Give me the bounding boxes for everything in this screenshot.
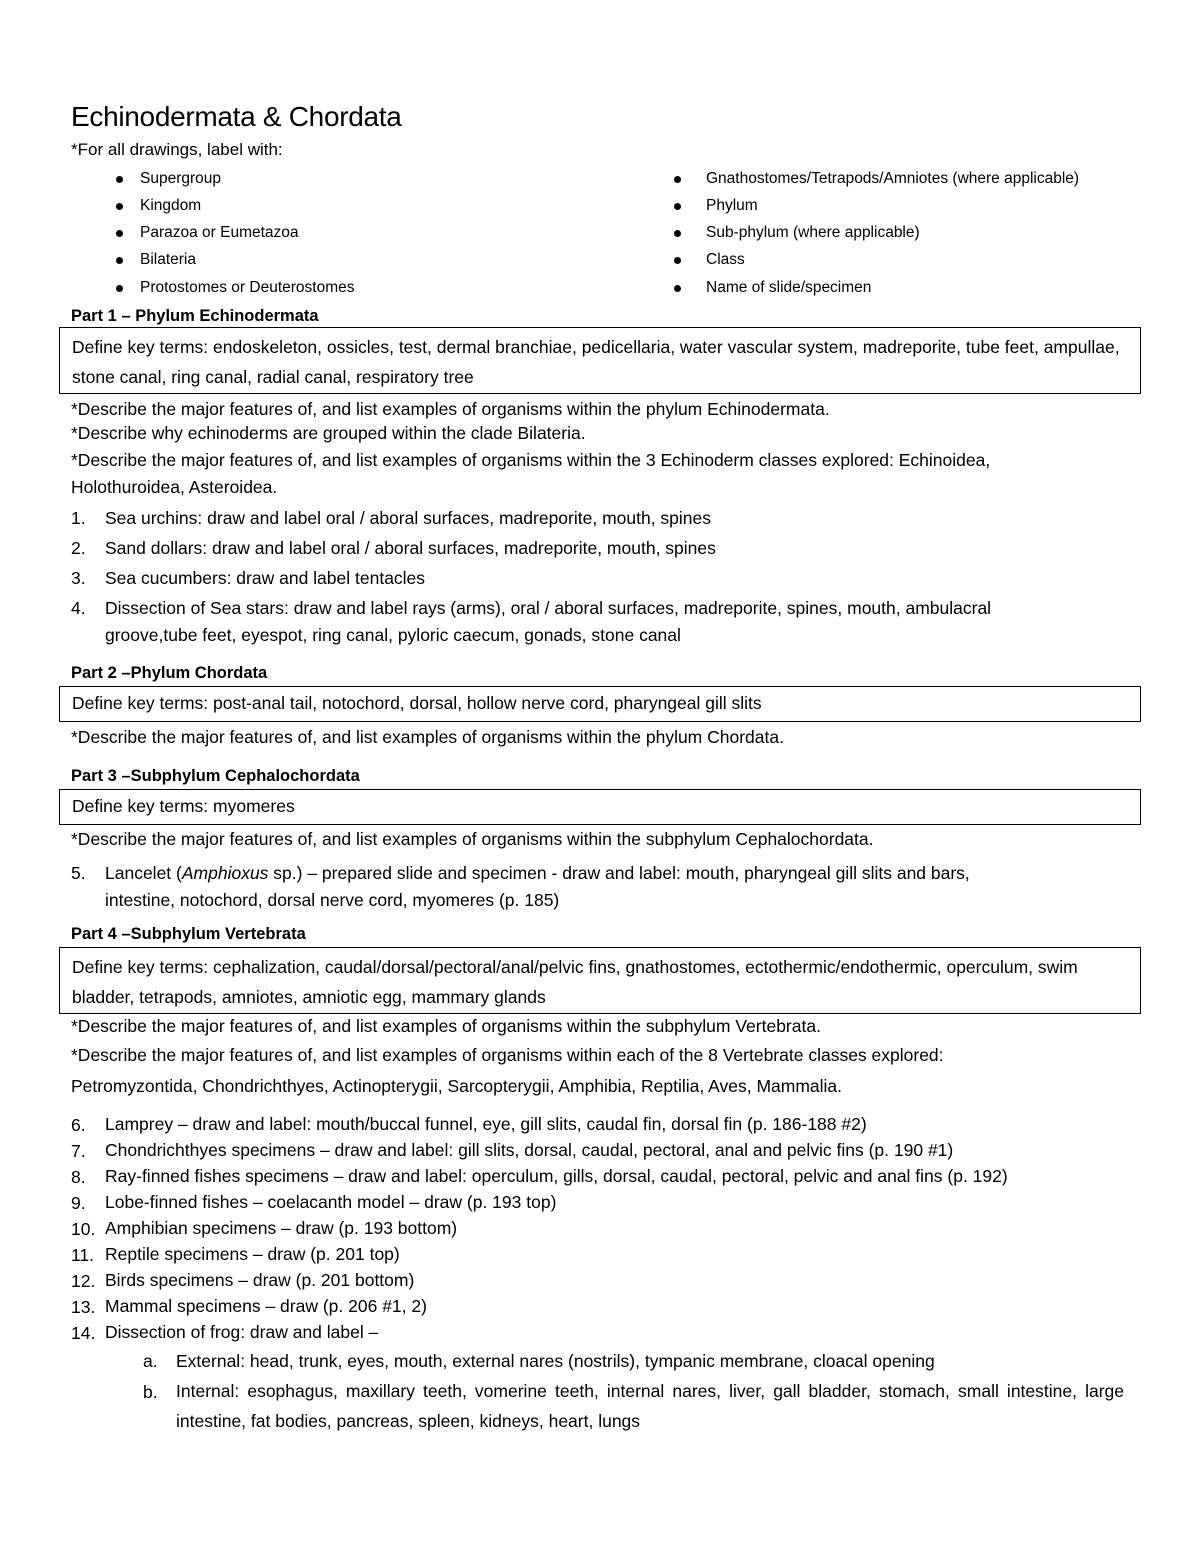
- list-item: Class: [706, 251, 745, 268]
- section-heading: Part 3 –Subphylum Cephalochordata: [71, 767, 360, 785]
- description-line: Holothuroidea, Asteroidea.: [71, 477, 278, 497]
- item-number: 13.: [71, 1297, 96, 1317]
- description-line: *Describe the major features of, and list examples of organisms within the subphylum Vertebrata.: [71, 1016, 821, 1036]
- description-line: *Describe why echinoderms are grouped within the clade Bilateria.: [71, 423, 586, 443]
- list-item: Parazoa or Eumetazoa: [140, 224, 299, 241]
- list-item: Mammal specimens – draw (p. 206 #1, 2): [105, 1296, 427, 1316]
- item-number: 9.: [71, 1193, 86, 1213]
- bullet-dot-icon: [116, 257, 123, 264]
- item-number: 3.: [71, 568, 86, 588]
- item-number: 8.: [71, 1167, 86, 1187]
- list-item: Dissection of Sea stars: draw and label rays (arms), oral / aboral surfaces, madreporite, spines, mouth, ambulacral: [105, 598, 992, 618]
- sub-item-label: b.: [143, 1382, 158, 1402]
- key-terms-box: Define key terms: endoskeleton, ossicles, test, dermal branchiae, pedicellaria, water vascular system, madreporite, tube feet, ampullae, stone canal, ring canal, radial canal, respiratory tree: [59, 327, 1141, 394]
- item-number: 5.: [71, 863, 86, 883]
- list-item: Dissection of frog: draw and label –: [105, 1322, 379, 1342]
- bullet-dot-icon: [674, 176, 681, 183]
- section-heading: Part 2 –Phylum Chordata: [71, 664, 268, 682]
- document-title: Echinodermata & Chordata: [71, 101, 402, 132]
- item-number: 11.: [71, 1245, 95, 1265]
- list-item: Kingdom: [140, 197, 202, 214]
- description-line: *Describe the major features of, and list examples of organisms within each of the 8 Vertebrate classes explored:: [71, 1045, 944, 1065]
- list-item: Protostomes or Deuterostomes: [140, 279, 355, 296]
- bullet-dot-icon: [674, 203, 681, 210]
- item-number: 2.: [71, 538, 86, 558]
- bullet-dot-icon: [116, 176, 123, 183]
- item-number: 1.: [71, 508, 86, 528]
- list-item: Phylum: [706, 197, 758, 214]
- description-line: *Describe the major features of, and list examples of organisms within the phylum Echinodermata.: [71, 399, 830, 419]
- list-item: Sub-phylum (where applicable): [706, 224, 920, 241]
- item-number: 10.: [71, 1219, 96, 1239]
- bullet-dot-icon: [116, 285, 123, 292]
- bullet-dot-icon: [116, 203, 123, 210]
- list-item: Supergroup: [140, 170, 222, 187]
- list-item: Sea cucumbers: draw and label tentacles: [105, 568, 426, 588]
- list-item: Sand dollars: draw and label oral / aboral surfaces, madreporite, mouth, spines: [105, 538, 716, 558]
- list-item: Sea urchins: draw and label oral / aboral surfaces, madreporite, mouth, spines: [105, 508, 712, 528]
- item-text: Lancelet (: [105, 863, 182, 883]
- intro-text: *For all drawings, label with:: [71, 140, 283, 159]
- bullet-dot-icon: [674, 257, 681, 264]
- species-name: Amphioxus: [181, 863, 269, 883]
- sub-item-label: a.: [143, 1351, 158, 1371]
- list-item: Amphibian specimens – draw (p. 193 bottom): [105, 1218, 458, 1238]
- key-terms-box: Define key terms: cephalization, caudal/dorsal/pectoral/anal/pelvic fins, gnathostomes, ectothermic/endothermic, operculum, swim bladder, tetrapods, amniotes, amniotic egg, mammary glands: [59, 947, 1141, 1014]
- item-number: 4.: [71, 598, 86, 618]
- list-item: Lamprey – draw and label: mouth/buccal funnel, eye, gill slits, caudal fin, dorsal fin (p. 186-188 #2): [105, 1114, 867, 1134]
- description-line: *Describe the major features of, and list examples of organisms within the subphylum Cephalochordata.: [71, 829, 874, 849]
- bullet-dot-icon: [674, 230, 681, 237]
- list-item-continuation: intestine, notochord, dorsal nerve cord, myomeres (p. 185): [105, 890, 560, 910]
- bullet-dot-icon: [674, 285, 681, 292]
- list-item: Bilateria: [140, 251, 196, 268]
- key-terms-box: Define key terms: myomeres: [59, 789, 1141, 825]
- item-number: 12.: [71, 1271, 96, 1291]
- bullet-dot-icon: [116, 230, 123, 237]
- description-line: Petromyzontida, Chondrichthyes, Actinopterygii, Sarcopterygii, Amphibia, Reptilia, Aves, Mammalia.: [71, 1076, 843, 1096]
- sub-item-text: External: head, trunk, eyes, mouth, external nares (nostrils), tympanic membrane, cloacal opening: [176, 1351, 935, 1371]
- list-item: Ray-finned fishes specimens – draw and label: operculum, gills, dorsal, caudal, pectoral, pelvic and anal fins (p. 192): [105, 1166, 1008, 1186]
- list-item: Lobe-finned fishes – coelacanth model – draw (p. 193 top): [105, 1192, 557, 1212]
- list-item: [105, 860, 970, 886]
- description-line: *Describe the major features of, and list examples of organisms within the 3 Echinoderm classes explored: Echinoidea,: [71, 450, 991, 470]
- item-number: 7.: [71, 1141, 86, 1161]
- section-heading: Part 4 –Subphylum Vertebrata: [71, 925, 306, 943]
- list-item-continuation: groove,tube feet, eyespot, ring canal, pyloric caecum, gonads, stone canal: [105, 625, 681, 645]
- list-item: Name of slide/specimen: [706, 279, 872, 296]
- item-number: 14.: [71, 1323, 96, 1343]
- sub-item-text: Internal: esophagus, maxillary teeth, vomerine teeth, internal nares, liver, gall bladder, stomach, small intestine, large intestine, fat bodies, pancreas, spleen, kidneys, heart, lungs: [176, 1381, 1124, 1431]
- description-line: *Describe the major features of, and list examples of organisms within the phylum Chordata.: [71, 727, 784, 747]
- item-text: sp.) – prepared slide and specimen - draw and label: mouth, pharyngeal gill slits and bars,: [268, 863, 970, 883]
- section-heading: Part 1 – Phylum Echinodermata: [71, 307, 319, 325]
- list-item: Chondrichthyes specimens – draw and label: gill slits, dorsal, caudal, pectoral, anal and pelvic fins (p. 190 #1): [105, 1140, 954, 1160]
- item-number: 6.: [71, 1115, 86, 1135]
- key-terms-box: Define key terms: post-anal tail, notochord, dorsal, hollow nerve cord, pharyngeal gill slits: [59, 686, 1141, 722]
- list-item: Gnathostomes/Tetrapods/Amniotes (where applicable): [706, 170, 1080, 187]
- list-item: Birds specimens – draw (p. 201 bottom): [105, 1270, 415, 1290]
- list-item: Reptile specimens – draw (p. 201 top): [105, 1244, 400, 1264]
